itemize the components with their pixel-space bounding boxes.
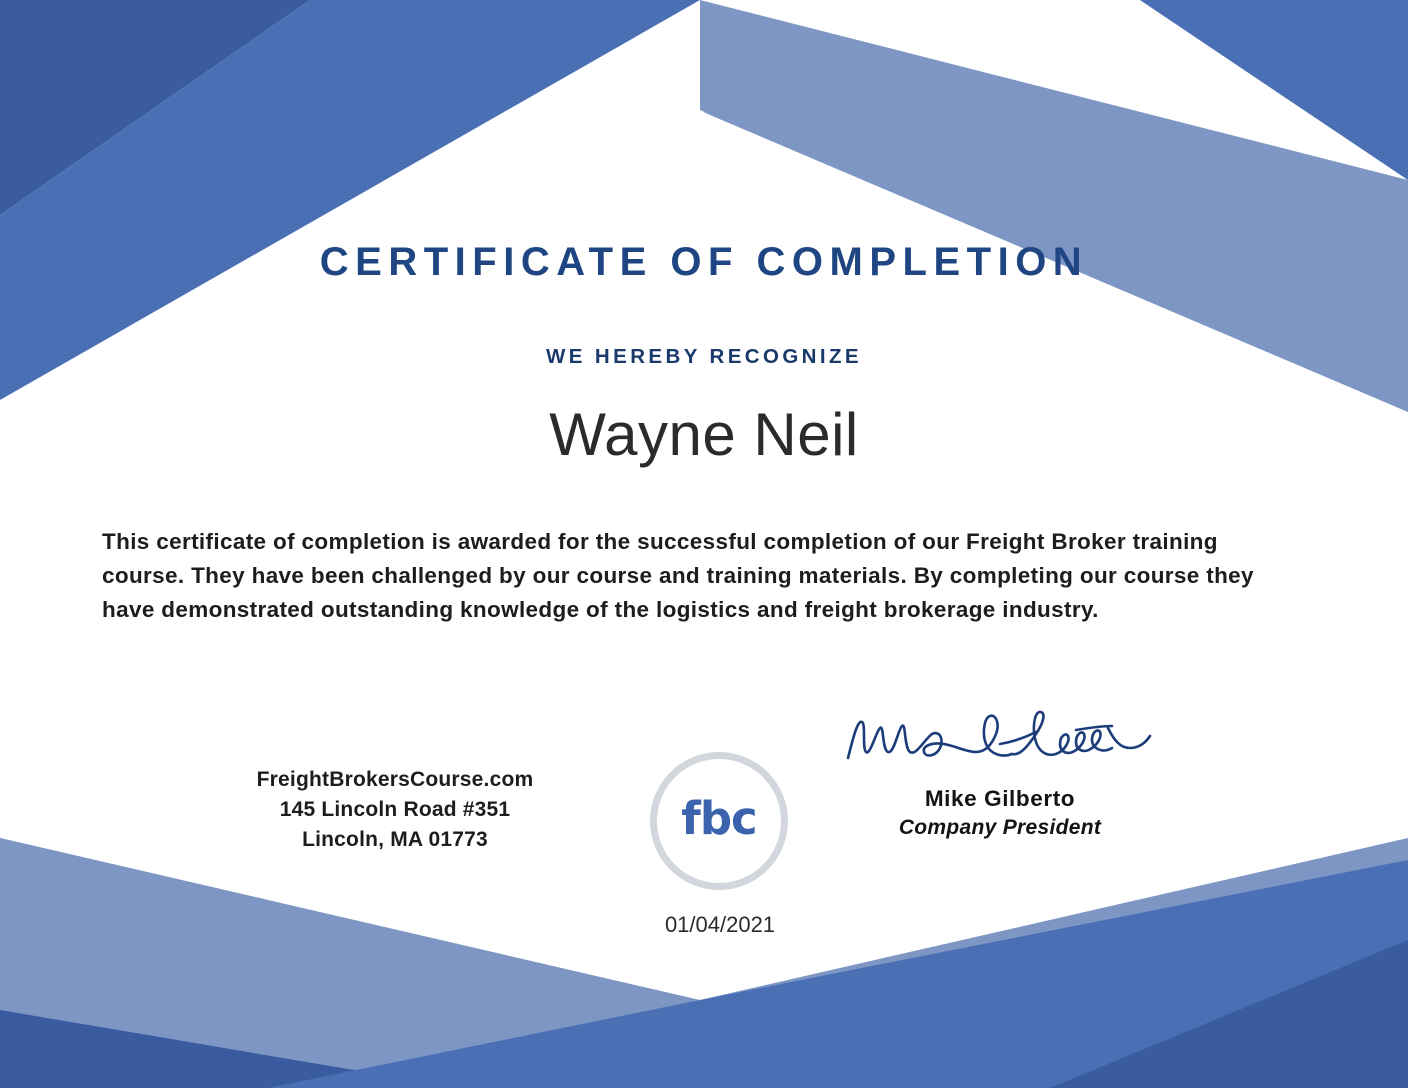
signature-icon <box>840 700 1160 780</box>
recipient-name: Wayne Neil <box>549 401 859 468</box>
certificate-body-text: This certificate of completion is awarded for the successful completion of our Freight Broker training course. They have been challenged by our course and training materials. By completing our course they have demonstrated outstanding knowledge of the logistics and freight brokerage industry. <box>102 529 1254 622</box>
signature-block <box>820 700 1180 840</box>
logo-text: fbc <box>681 791 757 845</box>
page-title: CERTIFICATE OF COMPLETION <box>319 240 1089 284</box>
organization-street: 145 Lincoln Road #351 <box>279 798 511 821</box>
fbc-logo <box>650 752 788 890</box>
signer-name: Mike Gilberto <box>924 786 1076 811</box>
organization-city-state-zip: Lincoln, MA 01773 <box>302 828 488 851</box>
organization-website: FreightBrokersCourse.com <box>256 768 534 791</box>
recognition-subtitle: WE HEREBY RECOGNIZE <box>546 345 862 368</box>
organization-address <box>130 765 660 855</box>
signer-role: Company President <box>898 816 1102 839</box>
issue-date: 01/04/2021 <box>664 912 776 937</box>
